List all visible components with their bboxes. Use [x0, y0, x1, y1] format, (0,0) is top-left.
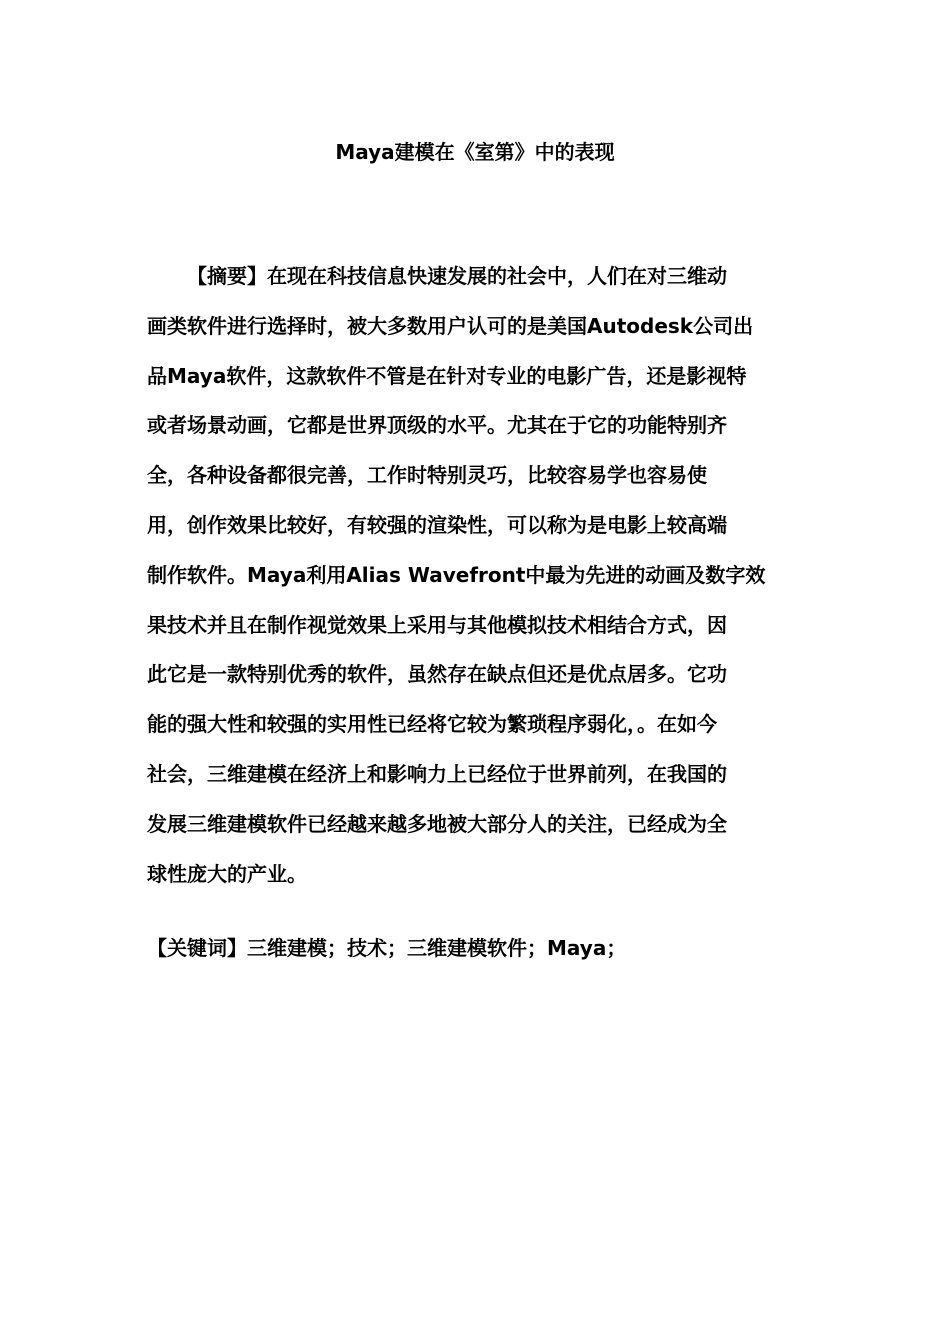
abstract-label: 【摘要】 — [187, 264, 267, 288]
abstract-section — [147, 261, 807, 908]
abstract-line-7: 制作软件。Maya利用Alias Wavefront中最为先进的动画及数字效 — [147, 562, 766, 587]
abstract-line-text: 在现在科技信息快速发展的社会中，人们在对三维动 — [267, 264, 727, 288]
keywords-line — [147, 933, 626, 963]
abstract-line-2: 画类软件进行选择时，被大多数用户认可的是美国Autodesk公司出 — [147, 313, 754, 338]
abstract-line-9: 此它是一款特别优秀的软件，虽然存在缺点但还是优点居多。它功 — [147, 662, 727, 687]
abstract-line-12: 发展三维建模软件已经越来越多地被大部分人的关注，已经成为全 — [147, 811, 727, 836]
keywords-label: 【关键词】 — [147, 936, 247, 960]
keywords-text: 三维建模；技术；三维建模软件；Maya； — [247, 936, 627, 960]
abstract-line-3: 品Maya软件，这款软件不管是在针对专业的电影广告，还是影视特 — [147, 363, 747, 388]
abstract-line-5: 全，各种设备都很完善，工作时特别灵巧，比较容易学也容易使 — [147, 463, 707, 488]
abstract-line-10: 能的强大性和较强的实用性已经将它较为繁琐程序弱化，。在如今 — [147, 712, 717, 737]
abstract-line-4: 或者场景动画，它都是世界顶级的水平。尤其在于它的功能特别齐 — [147, 413, 727, 438]
abstract-line-8: 果技术并且在制作视觉效果上采用与其他模拟技术相结合方式，因 — [147, 612, 727, 637]
abstract-line-6: 用，创作效果比较好，有较强的渲染性，可以称为是电影上较高端 — [147, 512, 727, 537]
abstract-line-11: 社会，三维建模在经济上和影响力上已经位于世界前列，在我国的 — [147, 761, 727, 786]
document-title: Maya建模在《室第》中的表现 — [335, 140, 615, 164]
abstract-line-13: 球性庞大的产业。 — [147, 861, 307, 886]
abstract-line-1 — [147, 261, 807, 291]
